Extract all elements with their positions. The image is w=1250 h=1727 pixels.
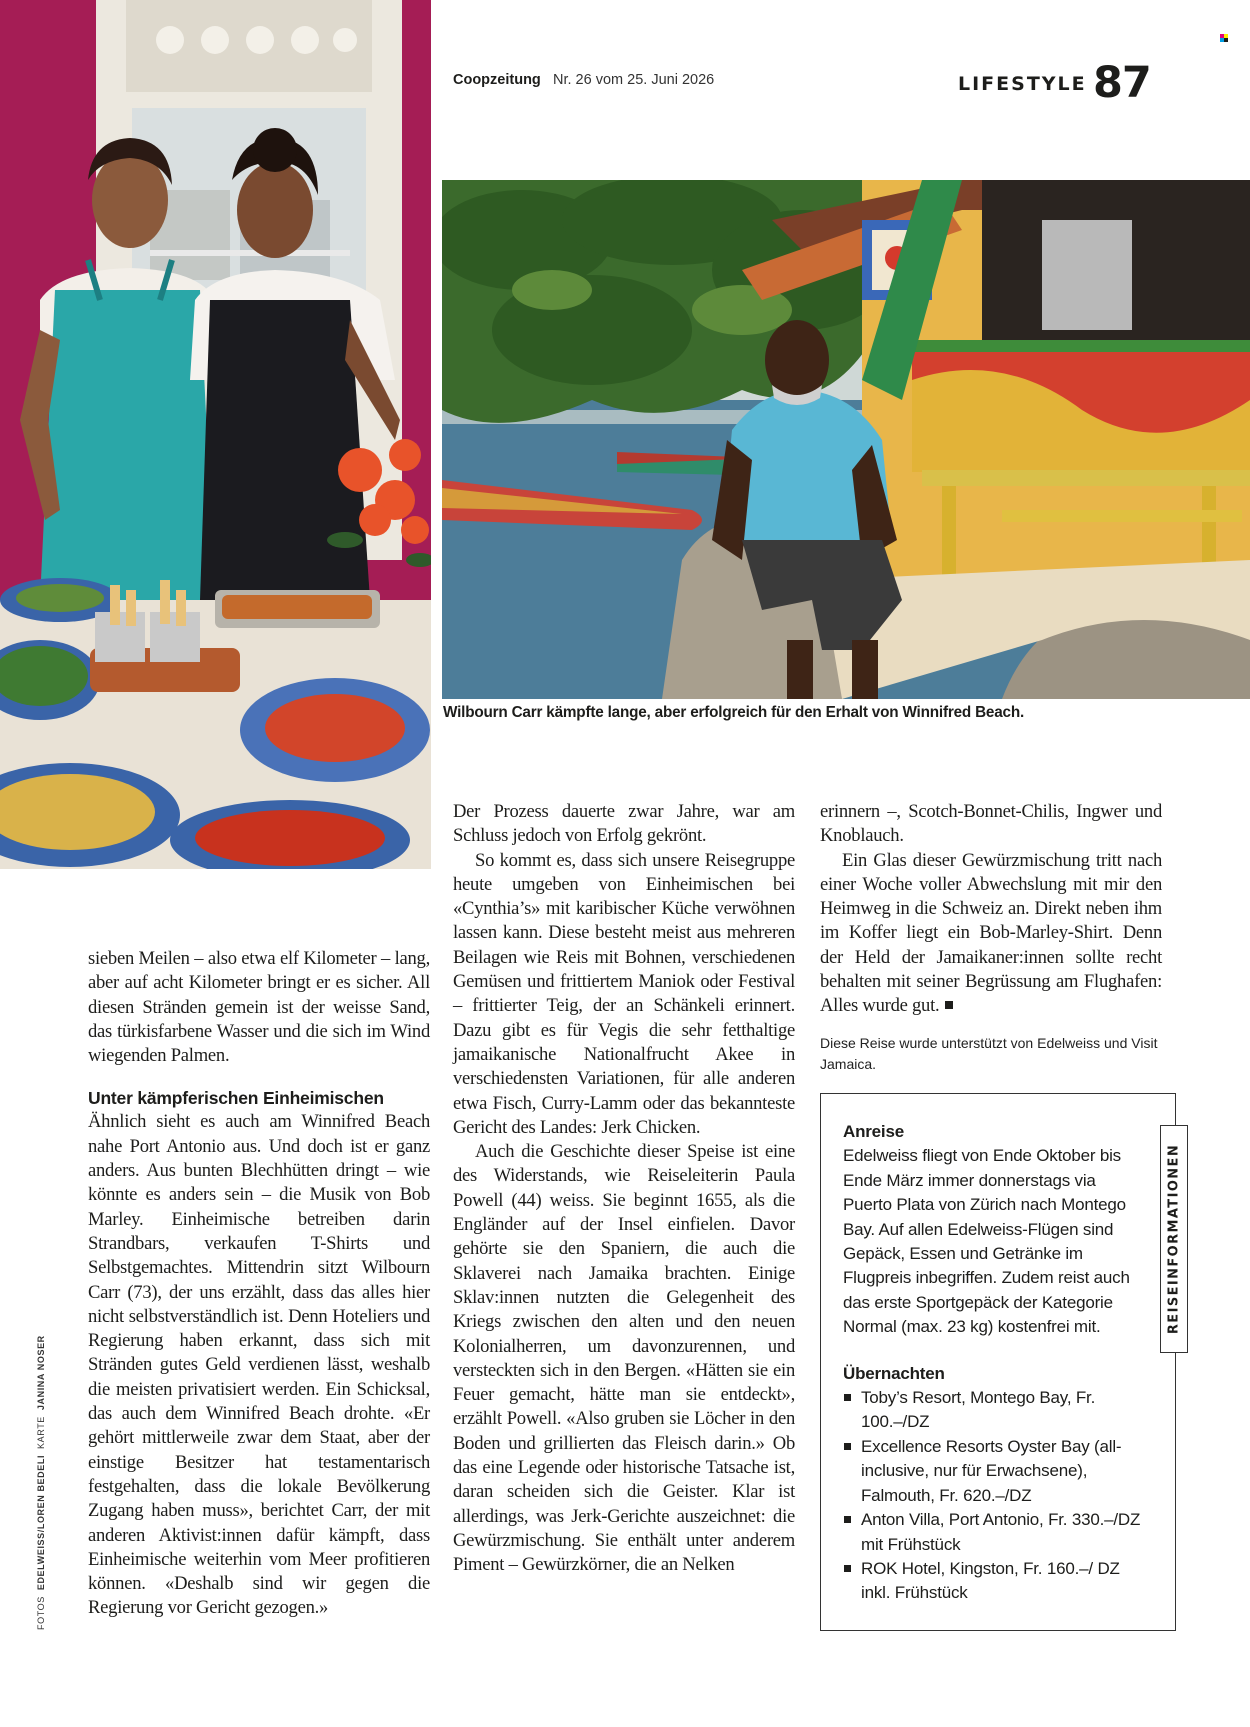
- article-column-2: [453, 800, 795, 1578]
- column1-paragraph: Ähnlich sieht es auch am Winnifred Beach nahe Port Antonio aus. Und doch ist er ganz anders. Aus bunten Blechhütten dringt – wie könnte es anders sein – die Musik von Bob Marley. Einheimische betreiben darin Strandbars, verkaufen T-Shirts und Selbstgemachtes. Mittendrin sitzt Wilbourn Carr (73), der uns erzählt, dass das alles hier nicht selbstverständlich ist. Denn Hoteliers und Regierung haben erkannt, dass sich mit Stränden gutes Geld verdienen lässt, weshalb die meisten privatisiert werden. Ein Schicksal, das auch dem Winnifred Beach drohte. «Er gehört mittlerweile zwar dem Staat, aber der einstige Besitzer hat testamentarisch festgehalten, dass die lokale Bevölkerung Zugang haben muss», berichtet Carr, der mit anderen Aktivist:innen dafür kämpft, dass Einheimische weiterhin vom Meer profitieren können. «Deshalb sind wir gegen die Regierung vor Gericht gezogen.»: [88, 1111, 430, 1619]
- photo-credits: [36, 1329, 46, 1630]
- photo-caption: Wilbourn Carr kämpfte lange, aber erfolgreich für den Erhalt von Winnifred Beach.: [443, 704, 1025, 721]
- credits-karte-label: KARTE: [36, 1416, 46, 1449]
- support-note: Diese Reise wurde unterstützt von Edelweiss und Visit Jamaica.: [820, 1035, 1158, 1072]
- travel-heading: Anreise: [843, 1122, 904, 1141]
- subheading: Unter kämpferischen Einheimischen: [88, 1088, 384, 1109]
- issue-info: Nr. 26 vom 25. Juni 2026: [553, 72, 715, 88]
- page-number: 87: [1093, 58, 1151, 108]
- photo-wilbourn-carr-art: [442, 180, 1250, 699]
- credits-fotos-label: FOTOS: [36, 1596, 46, 1630]
- stay-heading: Übernachten: [843, 1363, 945, 1383]
- publication-name: Coopzeitung: [453, 72, 541, 88]
- column2-paragraph-1: Der Prozess dauerte zwar Jahre, war am Schluss jedoch von Erfolg gekrönt.: [453, 801, 795, 847]
- column2-paragraph-3: Auch die Geschichte dieser Speise ist eine des Widerstands, wie Reiseleiterin Paula Powell (44) weiss. Sie beginnt 1655, als die Engländer auf der Insel einfielen. Davor gehörte sie den Spaniern, die auch die Sklaverei nach Jamaika brachten. Einige Sklav:innen nutzten die Gelegenheit des Kriegs zwischen den alten und den neuen Kolonialherren, um davonzurennen, und versteckten sich in den Bergen. «Hätten sie ein Feuer gemacht, hätte man sie entdeckt», erzählt Powell. «Also gruben sie Löcher in den Boden und grillierten das Fleisch darin.» Ob das eine Legende oder historische Tatsache ist, daran scheiden sich die Geister. Klar ist allerdings, was Jerk-Gerichte auszeichnet: die Gewürzmischung. Sie enthält unter anderem Piment – Gewürzkörner, die an Nelken: [453, 1141, 795, 1576]
- column3-paragraph-1: erinnern –, Scotch-Bonnet-Chilis, Ingwer und Knoblauch.: [820, 801, 1162, 847]
- stay-list: [843, 1386, 1143, 1606]
- travel-info-tab: [1160, 1125, 1188, 1353]
- section-title: LIFESTYLE: [958, 73, 1087, 95]
- article-end-mark-icon: [945, 1001, 953, 1009]
- travel-text: Edelweiss fliegt von Ende Oktober bis Ende März immer donnerstags via Puerto Plata von Zürich nach Montego Bay. Auf allen Edelweiss-Flügen sind Gepäck, Essen und Getränke im Flugpreis inbegriffen. Zudem reist auch das erste Sportgepäck der Kategorie Normal (max. 23 kg) kostenfrei mit.: [843, 1146, 1130, 1337]
- column3-paragraph-2: [820, 849, 1162, 1019]
- column3-paragraph-2-text: Ein Glas dieser Gewürzmischung tritt nach einer Woche voller Abwechslung mit mir den Heimweg in die Schweiz an. Direkt neben ihm im Koffer liegt ein Bob-Marley-Shirt. Denn der Held der Jamaikaner:innen sollte recht behalten mit seiner Begrüssung am Flughafen: Alles wurde gut.: [820, 849, 1162, 1017]
- photo-women-buffet: [0, 0, 431, 869]
- column1-intro: sieben Meilen – also etwa elf Kilometer – lang, aber auf acht Kilometer bringt er es sicher. All diesen Stränden gemein ist der weisse Sand, das türkisfarbene Wasser und die sich im Wind wiegenden Palmen.: [88, 948, 430, 1067]
- stay-list-item: Toby’s Resort, Montego Bay, Fr. 100.–/DZ: [843, 1386, 1143, 1435]
- photo-women-buffet-art: [0, 0, 431, 869]
- stay-list-item: ROK Hotel, Kingston, Fr. 160.–/ DZ inkl. Frühstück: [843, 1557, 1143, 1606]
- article-column-1: [88, 947, 430, 1621]
- stay-list-item: Anton Villa, Port Antonio, Fr. 330.–/DZ mit Frühstück: [843, 1508, 1143, 1557]
- travel-info-box: [820, 1093, 1176, 1631]
- article-column-3: [820, 800, 1162, 1019]
- credits-fotos: EDELWEISS/LOREN BEDELI: [36, 1454, 46, 1591]
- stay-list-item: Excellence Resorts Oyster Bay (all-inclusive, nur für Erwachsene), Falmouth, Fr. 620.–/DZ: [843, 1435, 1143, 1508]
- travel-info-tab-label: REISEINFORMATIONEN: [1166, 1143, 1182, 1335]
- travel-info-content: [843, 1120, 1143, 1606]
- column2-paragraph-2: So kommt es, dass sich unsere Reisegruppe heute umgeben von Einheimischen bei «Cynthia’s» mit karibischer Küche verwöhnen lassen kann. Diese besteht meist aus mehreren Beilagen wie Reis mit Bohnen, verschiedenen Gemüsen und frittiertem Maniok oder Festival – frittierter Teig, der an Schänkeli erinnert. Dazu gibt es für Vegis die sehr fetthaltige jamaikanische Nationalfrucht Akee in verschiedensten Variationen, für alle anderen etwa Fisch, Curry-Lamm oder das bekannteste Gericht des Landes: Jerk Chicken.: [453, 849, 795, 1138]
- credits-karte: JANINA NOSER: [36, 1335, 46, 1411]
- photo-wilbourn-carr: [442, 180, 1250, 699]
- print-color-mark-icon: [1220, 34, 1228, 42]
